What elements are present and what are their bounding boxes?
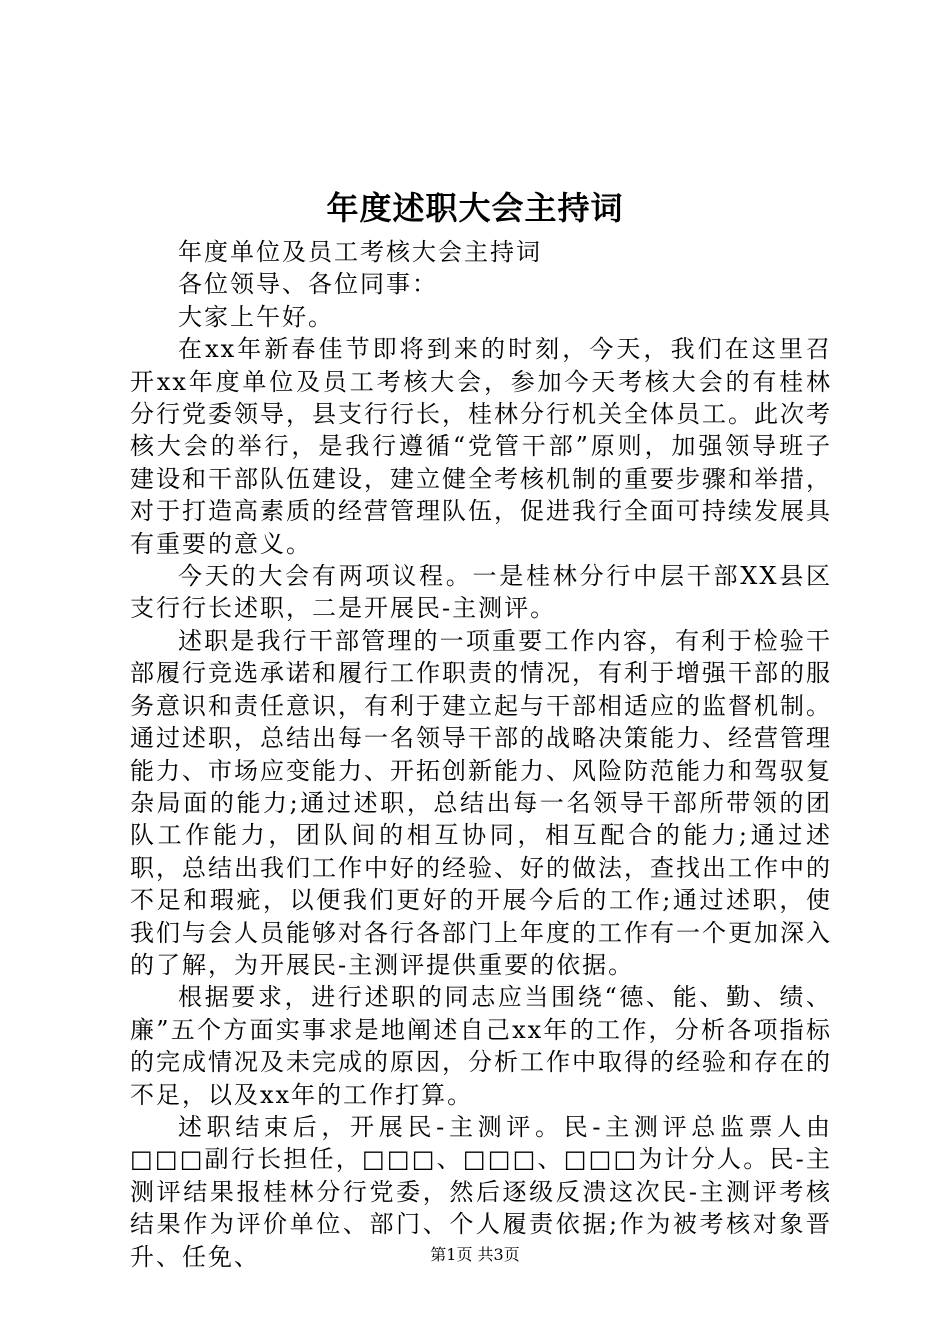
document-title: 年度述职大会主持词: [326, 189, 624, 227]
paragraph-subtitle: 年度单位及员工考核大会主持词: [178, 238, 542, 266]
page-number: 第1页 共3页: [430, 1245, 520, 1264]
document-body: [130, 236, 832, 1273]
paragraph-requirements: 根据要求，进行述职的同志应当围绕“德、能、勤、绩、廉”五个方面实事求是地阐述自己xx年的工作，分析各项指标的完成情况及未完成的原因，分析工作中取得的经验和存在的不足，以及xx年的工作打算。: [130, 983, 832, 1109]
paragraph-salutation: 各位领导、各位同事：: [178, 270, 438, 299]
paragraph-greeting: 大家上午好。: [178, 302, 334, 331]
paragraph-agenda: 今天的大会有两项议程。一是桂林分行中层干部XX县区支行行长述职，二是开展民-主测评。: [130, 562, 832, 623]
paragraph-evaluation: 述职结束后，开展民-主测评。民-主测评总监票人由□□□副行长担任，□□□、□□□、□□□为计分人。民-主测评结果报桂林分行党委，然后逐级反溃这次民-主测评考核结果作为评价单位、部门、个人履责依据;作为被考核对象晋升、任免、: [130, 1112, 832, 1271]
paragraph-purpose: 述职是我行干部管理的一项重要工作内容，有利于检验干部履行竞选承诺和履行工作职责的情况，有利于增强干部的服务意识和责任意识，有利于建立起与干部相适应的监督机制。通过述职，总结出每一名领导干部的战略决策能力、经营管理能力、市场应变能力、开拓创新能力、风险防范能力和驾驭复杂局面的能力;通过述职，总结出每一名领导干部所带领的团队工作能力，团队间的相互协同，相互配合的能力;通过述职，总结出我们工作中好的经验、好的做法，查找出工作中的不足和瑕疵，以便我们更好的开展今后的工作;通过述职，使我们与会人员能够对各行各部门上年度的工作有一个更加深入的了解，为开展民-主测评提供重要的依据。: [130, 626, 832, 979]
paragraph-opening: 在xx年新春佳节即将到来的时刻，今天，我们在这里召开xx年度单位及员工考核大会，参加今天考核大会的有桂林分行党委领导，县支行行长，桂林分行机关全体员工。此次考核大会的举行，是我行遵循“党管干部”原则，加强领导班子建设和干部队伍建设，建立健全考核机制的重要步骤和举措，对于打造高素质的经营管理队伍，促进我行全面可持续发展具有重要的意义。: [130, 335, 832, 558]
